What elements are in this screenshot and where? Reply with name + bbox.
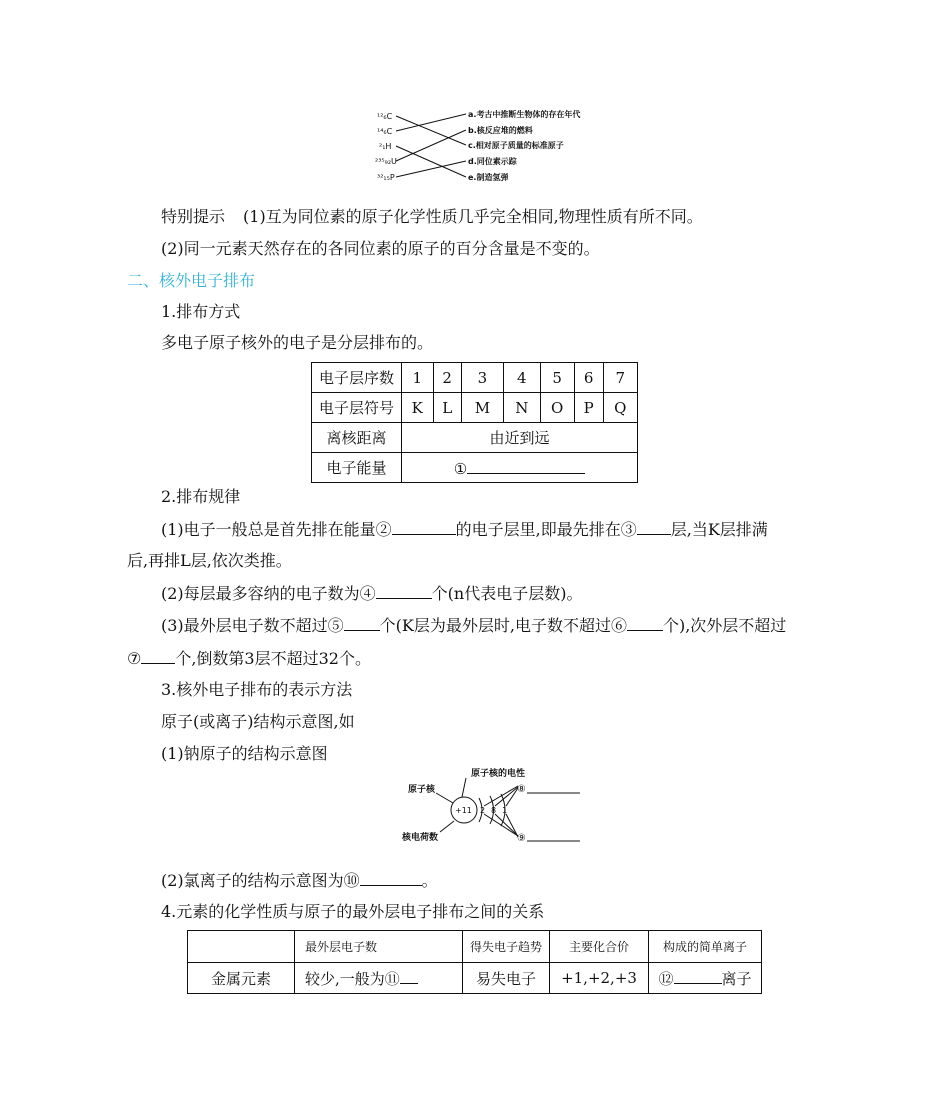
rule-3-text-e: 个,倒数第3层不超过32个。 — [175, 649, 371, 668]
energy-blank[interactable] — [467, 457, 585, 474]
shell-number: 4 — [504, 363, 540, 393]
shell-count-1: 2 — [480, 806, 486, 815]
blank-12[interactable] — [674, 967, 722, 984]
chloride-period: 。 — [421, 871, 438, 890]
blank-10[interactable] — [360, 869, 422, 886]
table-row — [312, 363, 638, 393]
metal-name: 金属元素 — [188, 963, 295, 994]
metal-ion-suffix: 离子 — [721, 970, 752, 988]
charge-label: 原子核的电性 — [471, 769, 526, 779]
rule-1-text-b: 的电子层里,即最先排在③ — [455, 520, 637, 539]
blank-5[interactable] — [344, 614, 380, 631]
isotope-right-a: a.考古中推断生物体的存在年代 — [468, 110, 581, 119]
section-title: 二、核外电子排布 — [127, 271, 256, 290]
subsection-3-sub-2 — [161, 869, 438, 892]
rule-3-line-1 — [161, 614, 786, 637]
subsection-3-text: 原子(或离子)结构示意图,如 — [161, 712, 355, 731]
isotope-right-d: d.同位素示踪 — [468, 157, 517, 166]
subsection-2-title: 2.排布规律 — [161, 487, 241, 506]
isotope-right-c: c.相对原子质量的标准原子 — [468, 141, 564, 150]
table-row — [312, 453, 638, 483]
rule-1-text-c: 层,当K层排满 — [670, 520, 768, 539]
isotope-left-2: ¹⁴₆C — [377, 127, 393, 136]
metal-outer-cell — [295, 963, 463, 994]
rule-3-text-b: 个(K层为最外层时,电子数不超过⑥ — [379, 616, 627, 635]
energy-marker: ① — [453, 460, 468, 478]
shell-number: 2 — [433, 363, 461, 393]
isotope-left-4: ²³⁵₉₂U — [375, 157, 397, 166]
blank-7[interactable] — [141, 647, 175, 664]
header-blank — [188, 931, 295, 963]
shell-symbol: P — [574, 393, 603, 423]
rule-1-text-a: (1)电子一般总是首先排在能量② — [161, 520, 392, 539]
row-label-number: 电子层序数 — [312, 363, 402, 393]
isotope-right-b: b.核反应堆的燃料 — [468, 126, 533, 135]
isotope-matching-diagram — [360, 100, 630, 192]
row-label-energy: 电子能量 — [312, 453, 402, 483]
marker-12: ⑫ — [658, 970, 674, 988]
shell-count-2: 8 — [491, 806, 497, 815]
tip-line-2: (2)同一元素天然存在的各同位素的原子的百分含量是不变的。 — [161, 239, 600, 258]
header-outer-electrons: 最外层电子数 — [295, 931, 463, 963]
element-relation-table — [187, 930, 762, 994]
header-ion: 构成的简单离子 — [649, 931, 762, 963]
shell-symbol: N — [504, 393, 540, 423]
metal-valence: +1,+2,+3 — [550, 963, 649, 994]
shell-number: 7 — [603, 363, 637, 393]
distance-value: 由近到远 — [402, 423, 638, 453]
rule-3-marker-7: ⑦ — [127, 649, 142, 668]
shell-number: 5 — [540, 363, 574, 393]
table-row — [312, 423, 638, 453]
row-label-symbol: 电子层符号 — [312, 393, 402, 423]
isotope-left-5: ³²₁₅P — [377, 173, 395, 182]
subsection-1-text: 多电子原子核外的电子是分层排布的。 — [161, 333, 434, 352]
subsection-1-title: 1.排布方式 — [161, 302, 241, 321]
shell-number: 1 — [402, 363, 434, 393]
sodium-structure-diagram — [396, 766, 586, 848]
shell-symbol: M — [461, 393, 503, 423]
metal-outer: 较少,一般为⑪ — [305, 970, 400, 988]
tip-text-1: (1)互为同位素的原子化学性质几乎完全相同,物理性质有所不同。 — [243, 207, 703, 226]
subsection-4-title: 4.元素的化学性质与原子的最外层电子排布之间的关系 — [161, 902, 545, 921]
blank-2[interactable] — [392, 518, 456, 535]
rule-2-text-a: (2)每层最多容纳的电子数为④ — [161, 584, 376, 603]
tip-line-1 — [161, 206, 703, 228]
header-trend: 得失电子趋势 — [463, 931, 550, 963]
proton-label: 核电荷数 — [402, 833, 439, 843]
rule-2-line — [161, 582, 582, 605]
shell-number: 3 — [461, 363, 503, 393]
isotope-left-3: ²₁H — [379, 142, 392, 151]
shell-number: 6 — [574, 363, 603, 393]
metal-ion-cell — [649, 963, 762, 994]
energy-cell — [402, 453, 638, 483]
tip-label: 特别提示 — [161, 207, 226, 226]
subsection-3-sub-1: (1)钠原子的结构示意图 — [161, 744, 328, 763]
shell-symbol: L — [433, 393, 461, 423]
blank-3[interactable] — [637, 518, 671, 535]
shell-count-3: 1 — [502, 806, 508, 815]
table-row — [312, 393, 638, 423]
blank-4[interactable] — [376, 582, 432, 599]
table-row — [188, 931, 762, 963]
shell-symbol: O — [540, 393, 574, 423]
rule-2-text-b: 个(n代表电子层数)。 — [431, 584, 583, 603]
shell-symbol: K — [402, 393, 434, 423]
rule-3-line-2 — [127, 647, 371, 670]
header-valence: 主要化合价 — [550, 931, 649, 963]
shell-symbol: Q — [603, 393, 637, 423]
rule-3-text-c: 个),次外层不超过 — [662, 616, 787, 635]
isotope-right-e: e.制造氢弹 — [468, 173, 509, 182]
row-label-distance: 离核距离 — [312, 423, 402, 453]
rule-3-text-a: (3)最外层电子数不超过⑤ — [161, 616, 344, 635]
rule-1-line-2: 后,再排L层,依次类推。 — [127, 551, 292, 570]
blank-11[interactable] — [400, 967, 418, 984]
nucleus-label: 原子核 — [408, 785, 436, 795]
shell-table — [311, 362, 638, 483]
marker-8: ⑧ — [517, 784, 526, 795]
marker-9: ⑨ — [517, 833, 526, 844]
nucleus-charge: +11 — [455, 806, 472, 815]
chloride-text: (2)氯离子的结构示意图为⑩ — [161, 871, 360, 890]
isotope-left-1: ¹²₆C — [377, 112, 393, 121]
blank-6[interactable] — [627, 614, 663, 631]
subsection-3-title: 3.核外电子排布的表示方法 — [161, 680, 353, 699]
rule-1-line-1 — [161, 518, 768, 541]
metal-trend: 易失电子 — [463, 963, 550, 994]
table-row — [188, 963, 762, 994]
